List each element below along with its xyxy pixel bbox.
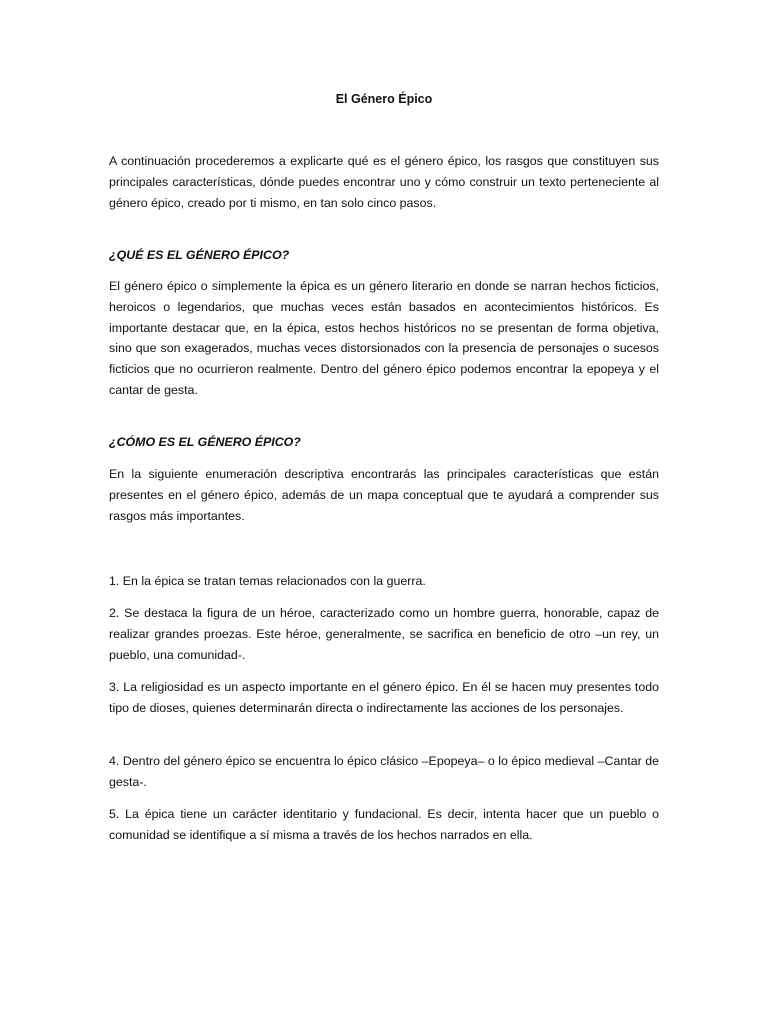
- section-heading-que-es: ¿QUÉ ES EL GÉNERO ÉPICO?: [109, 248, 290, 262]
- intro-paragraph: A continuación procederemos a explicarte qué es el género épico, los rasgos que constituyen sus principales características, dónde puedes encontrar uno y cómo construir un texto perteneciente al género épico, creado por ti mismo, en tan solo cinco pasos.: [109, 154, 659, 210]
- list-item: 2. Se destaca la figura de un héroe, caracterizado como un hombre guerra, honorable, capaz de realizar grandes proezas. Este héroe, generalmente, se sacrifica en beneficio de otro –un rey, un pueblo, una comunidad-.: [109, 606, 659, 662]
- document-title: El Género Épico: [335, 92, 433, 106]
- section-heading-como-es: ¿CÓMO ES EL GÉNERO ÉPICO?: [109, 435, 301, 449]
- list-item: 3. La religiosidad es un aspecto importante en el género épico. En él se hacen muy presentes todo tipo de dioses, quienes determinarán directa o indirectamente las acciones de los personajes.: [109, 680, 659, 715]
- list-item: 4. Dentro del género épico se encuentra lo épico clásico –Epopeya– o lo épico medieval –Cantar de gesta-.: [109, 754, 659, 789]
- section-body-que-es: El género épico o simplemente la épica es un género literario en donde se narran hechos ficticios, heroicos o legendarios, que muchas veces están basados en acontecimientos históricos. Es importante destacar que, en la épica, estos hechos históricos no se presentan de forma objetiva, sino que son exagerados, muchas veces distorsionados con la presencia de personajes o sucesos ficticios que no ocurrieron realmente. Dentro del género épico podemos encontrar la epopeya y el cantar de gesta.: [109, 279, 659, 397]
- section-body-como-es: En la siguiente enumeración descriptiva encontrarás las principales características que están presentes en el género épico, además de un mapa conceptual que te ayudará a comprender sus rasgos más importantes.: [109, 467, 659, 523]
- list-item: 1. En la épica se tratan temas relacionados con la guerra.: [109, 574, 426, 588]
- list-item: 5. La épica tiene un carácter identitario y fundacional. Es decir, intenta hacer que un pueblo o comunidad se identifique a sí misma a través de los hechos narrados en ella.: [109, 807, 659, 842]
